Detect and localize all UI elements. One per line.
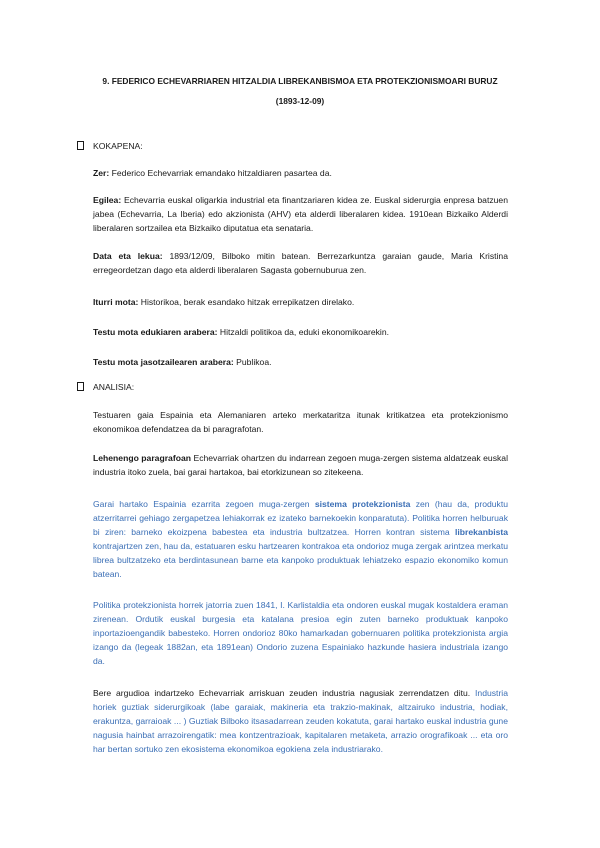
iturri-text: Historikoa, berak esandako hitzak errepikatzen direlako. (138, 297, 355, 307)
egilea-label: Egilea: (93, 195, 122, 205)
document-title: 9. FEDERICO ECHEVARRIAREN HITZALDIA LIBREKANBISMOA ETA PROTEKZIONISMOARI BURUZ (102, 76, 498, 86)
edukiaren-text: Hitzaldi politikoa da, eduki ekonomikoarekin. (217, 327, 389, 337)
kokapena-heading (77, 141, 143, 151)
analisia-heading-text: ANALISIA: (93, 382, 135, 392)
iturri-label: Iturri mota: (93, 297, 139, 307)
analisia-heading (77, 382, 134, 392)
politika-paragraph: Politika protekzionista horrek jatorria zuen 1841, I. Karlistaldia eta ondoren euskal mugak kostaldera eraman zirenean. Ordutik euskal burgesia eta katalana presioa egin zuten barneko produktuak kanpoko inportazioengandik babesteko. Horren ondorioz 80ko hamarkadan gobernuaren politika protekzionista argia izango da (legeak 1882an, eta 1891ean) Ondorio zuzena Espainiako hazkunde hasiera industriala izango da. (93, 600, 508, 666)
jasotzailearen-paragraph (93, 355, 508, 369)
garai-bold-2: librekanbista (454, 527, 508, 537)
intro-paragraph: Testuaren gaia Espainia eta Alemaniaren arteko merkataritza itunak kritikatzea eta protekzionismo ekonomikoa defendatzea da bi paragrafotan. (93, 410, 508, 434)
bere-text-blue: Industria horiek guztiak siderurgikoak (labe garaiak, makineria eta trakzio-makinak, altzairuko industria, hodiak, erakuntza, garraioak ... ) Guztiak Bilboko itsasadarrean zeuden kokatuta, garai hartako euskal industria gune nagusia hainbat arrazoirengatik: mea kontzentrazioak, kapitalaren metaketa, arrazio orografikoak ... eta oro har bertan sortuko zen ekosistema ekonomikoa egokiena zela industriarako. (93, 688, 508, 754)
data-paragraph (93, 249, 508, 277)
checkbox-bullet-icon (77, 141, 84, 150)
zer-paragraph (93, 166, 508, 180)
edukiaren-label: Testu mota edukiaren arabera: (93, 327, 218, 337)
jasotzailearen-label: Testu mota jasotzailearen arabera: (93, 357, 234, 367)
lehen-paragraph (93, 451, 508, 479)
garai-paragraph (93, 497, 508, 581)
data-label: Data eta lekua: (93, 251, 163, 261)
egilea-text: Echevarria euskal oligarkia industrial eta finantzariaren kidea ze. Euskal siderurgia enpresa batzuen jabea (Echevarria, La Iberia) edo akzionista (AHV) eta alderdi liberalaren kidea. 1910ean Bizkaiko Alderdi liberalaren sortzailea eta Bizkaiko diputatua eta senataria. (93, 195, 508, 233)
egilea-paragraph (93, 193, 508, 235)
lehen-text: Echevarriak ohartzen du indarrean zegoen muga-zergen sistema aldatzeak euskal industria itoko zuela, bai garai hartakoa, bai etorkizunean so zitekeena. (93, 453, 508, 477)
lehen-label: Lehenengo paragrafoan (93, 453, 191, 463)
zer-text: Federico Echevarriak emandako hitzaldiaren pasartea da. (109, 168, 332, 178)
document-date: (1893-12-09) (275, 96, 325, 106)
bere-text-black: Bere argudioa indartzeko Echevarriak arriskuan zeuden industria nagusiak zerrendatzen ditu. (93, 688, 471, 698)
checkbox-bullet-icon (77, 382, 84, 391)
edukiaren-paragraph (93, 325, 508, 339)
garai-bold-1: sistema protekzionista (314, 499, 411, 509)
garai-text-3: kontrajartzen zen, hau da, estatuaren esku hartzearen kontrakoa eta ondorioz muga zergak arintzea merkatu librea bultzatzeko eta berdintasunean barne eta kanpoko produktuak lehiatzeko espazio ekonomiko komun batean. (93, 541, 508, 579)
data-text: 1893/12/09, Bilboko mitin batean. Berrezarkuntza garaian gaude, Maria Kristina erregeordetzan dago eta alderdi liberalaren Sagasta gobernuburua zen. (93, 251, 508, 275)
jasotzailearen-text: Publikoa. (233, 357, 272, 367)
kokapena-heading-text: KOKAPENA: (93, 141, 143, 151)
iturri-paragraph (93, 295, 508, 309)
bere-paragraph (93, 686, 508, 756)
zer-label: Zer: (93, 168, 110, 178)
garai-text-1: Garai hartako Espainia ezarrita zegoen muga-zergen (93, 499, 315, 509)
garai-text-2: zen (hau da, produktu atzerritarrei gehiago zergapetzea lehiakorrak ez izateko barnekoekin konparatuta). Politika horren helburuak bi ziren: barneko ekoizpena babestea eta industria bultzatzea. Horren kontran sistema (93, 499, 508, 537)
